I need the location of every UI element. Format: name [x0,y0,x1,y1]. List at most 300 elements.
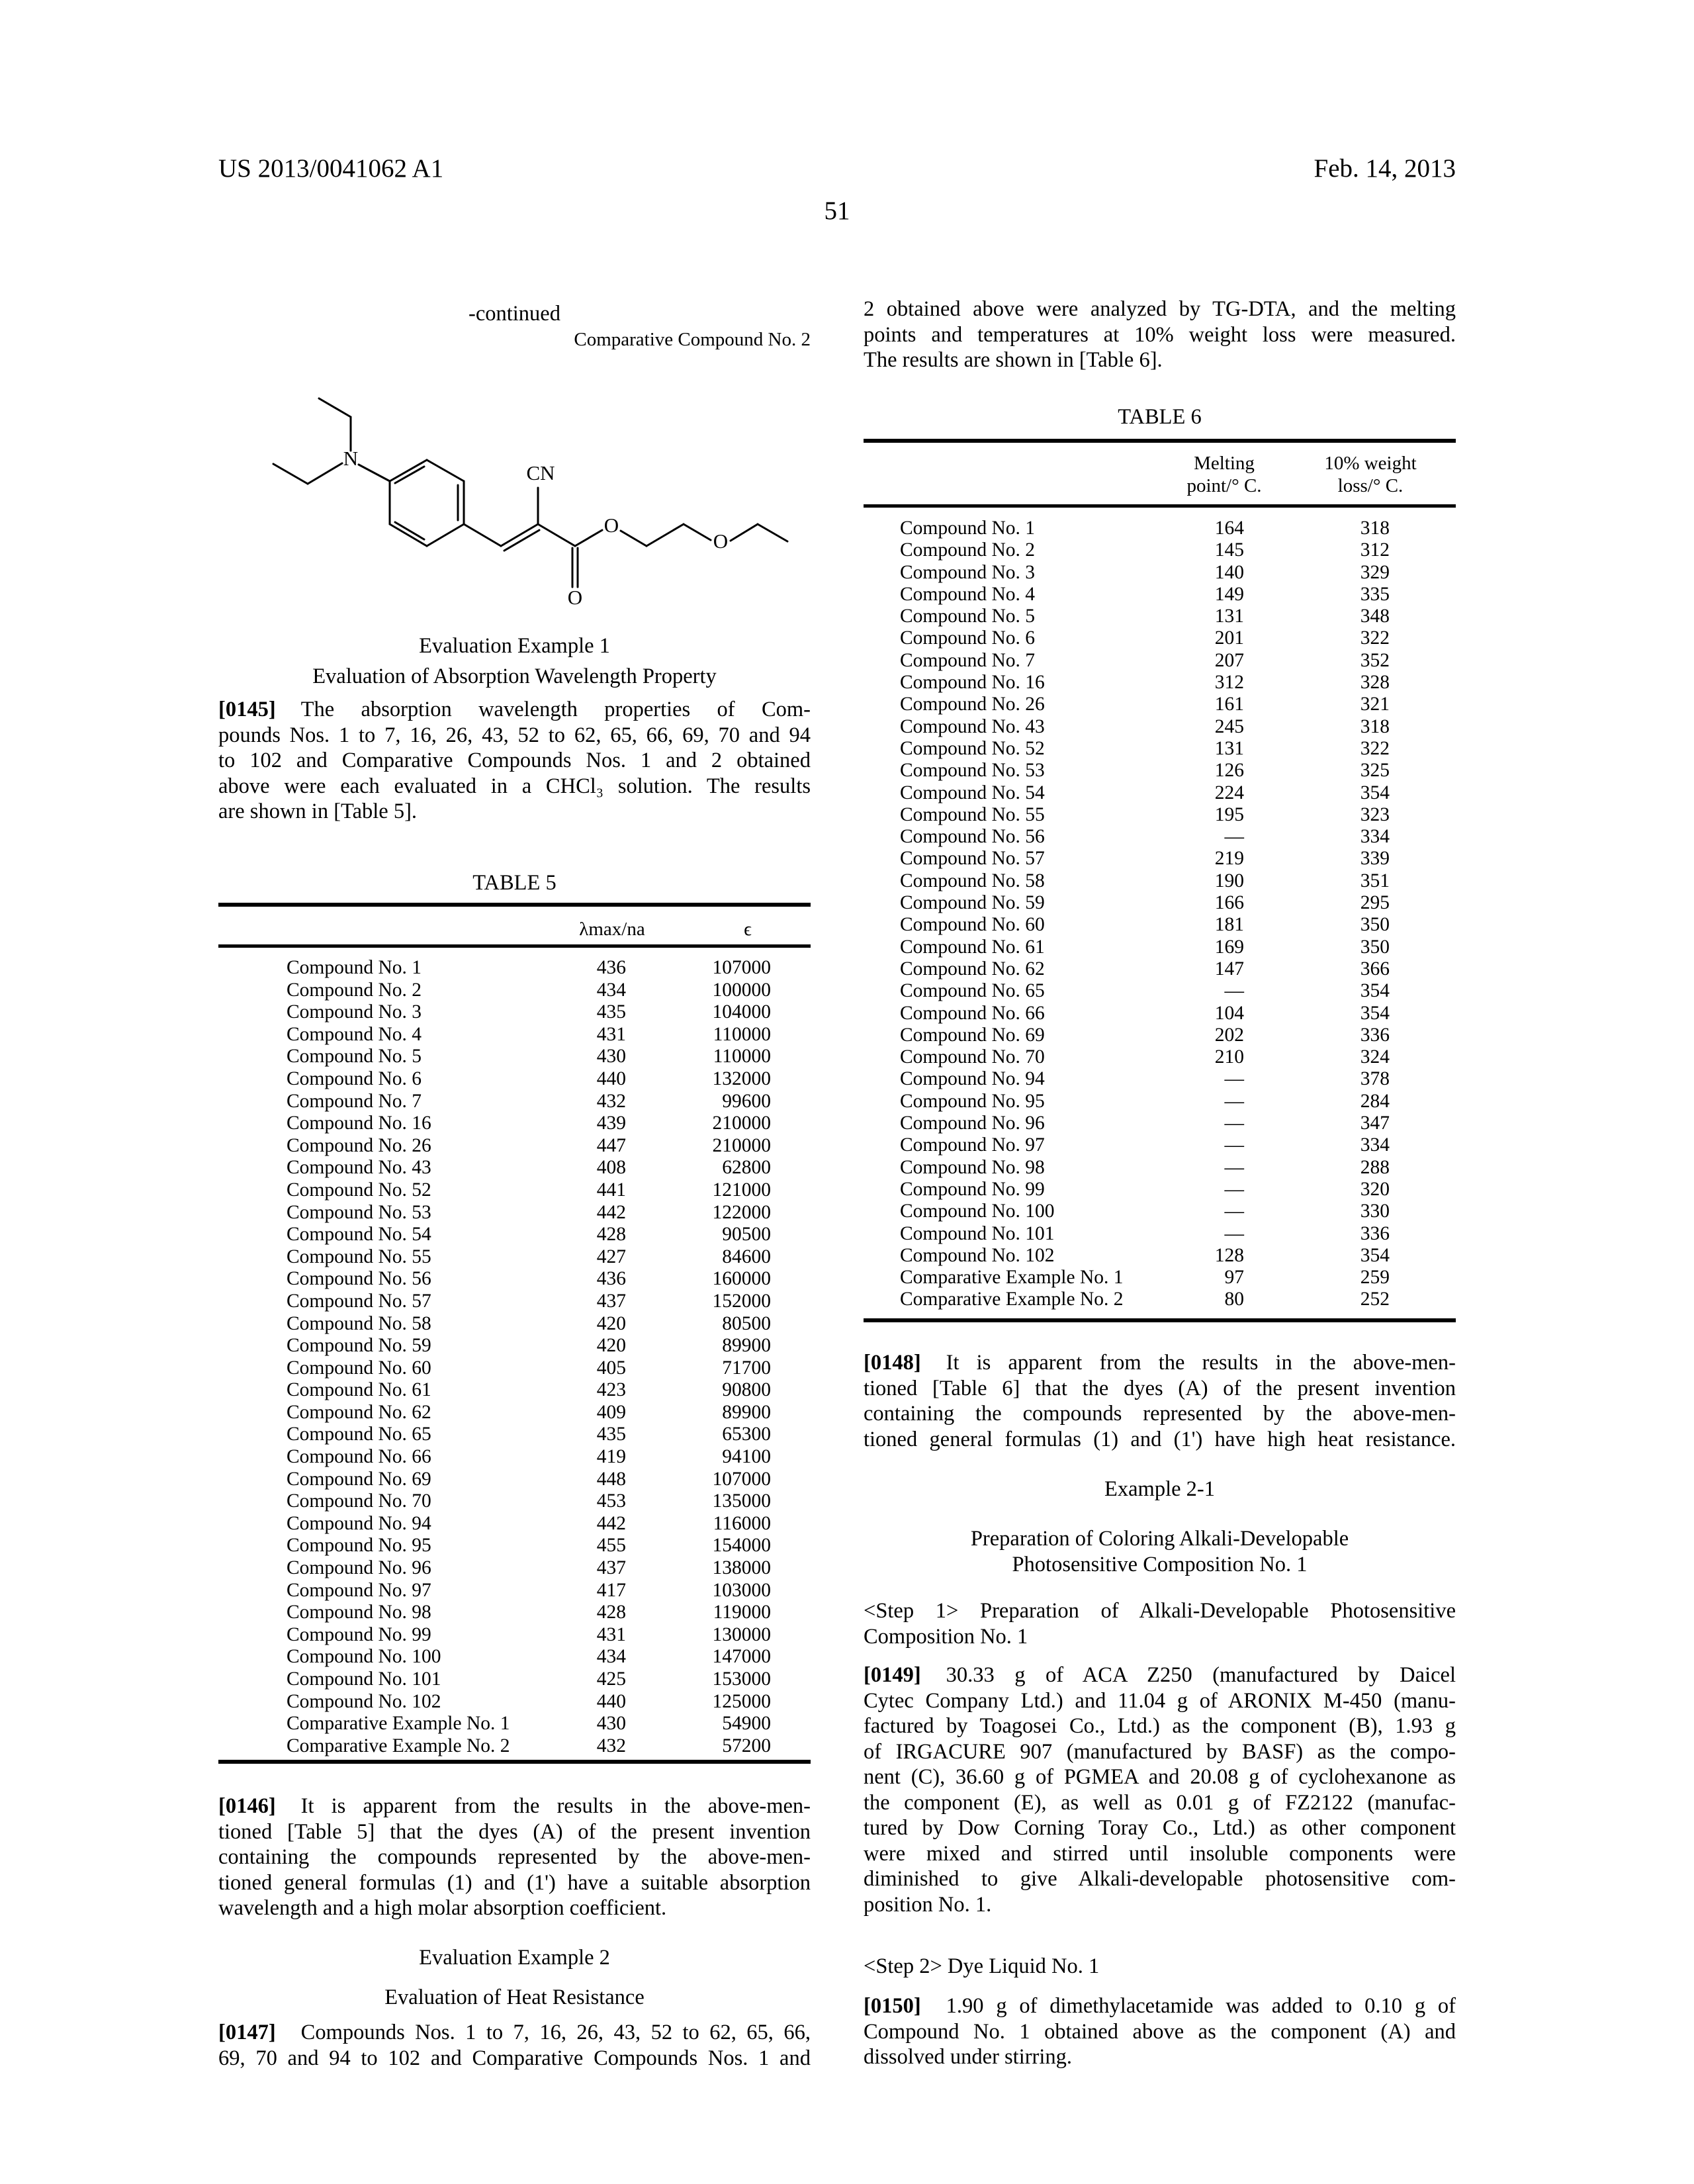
row-value-2: 312 [1360,539,1390,561]
row-label: Compound No. 61 [287,1379,431,1401]
paragraph-line: [0147] Compounds Nos. 1 to 7, 16, 26, 43, 52 to 62, 65, 66, [218,2021,811,2044]
row-value-1: 432 [596,1090,626,1112]
row-value-1: 145 [1214,539,1244,561]
table-row [218,1179,811,1202]
table6-body [864,518,1456,1311]
row-label: Compound No. 6 [900,627,1036,649]
row-label: Compound No. 55 [287,1246,431,1267]
table-row [864,694,1456,715]
row-value-2: 354 [1360,1244,1390,1266]
paragraph-0148 [864,1350,1456,1452]
row-label: Compound No. 101 [287,1668,441,1690]
paragraph-line: [0148] It is apparent from the results in the above-men- [864,1351,1456,1375]
evaluation-example-2-heading: Evaluation Example 2 [419,1946,610,1970]
row-value-2: 352 [1360,649,1390,671]
row-value-1: 207 [1214,649,1244,671]
row-label: Compound No. 6 [287,1068,422,1089]
row-value-1: 166 [1214,892,1244,914]
table-row [864,1223,1456,1245]
row-value-1: — [1224,1201,1244,1222]
paragraph-line: 69, 70 and 94 to 102 and Comparative Compounds Nos. 1 and [218,2046,811,2070]
paragraph-line: [0150] 1.90 g of dimethylacetamide was added to 0.10 g of [864,1994,1456,2018]
row-value-2: 121000 [712,1179,771,1201]
row-value-1: 195 [1214,803,1244,825]
row-value-2: 334 [1360,1134,1390,1156]
table5-col1-header: λmax/na [579,919,645,940]
row-value-1: 408 [596,1157,626,1179]
row-label: Compound No. 65 [287,1424,431,1445]
table-row [864,914,1456,936]
row-value-2: 89900 [722,1335,771,1357]
table-row [864,1091,1456,1113]
row-value-1: 455 [596,1535,626,1557]
row-value-1: 405 [596,1357,626,1379]
row-label: Compound No. 69 [287,1468,431,1490]
row-value-2: 100000 [712,979,771,1001]
table-row [864,738,1456,760]
table-row [864,936,1456,958]
row-value-1: 435 [596,1424,626,1445]
row-label: Compound No. 57 [900,848,1045,870]
row-value-2: 350 [1360,936,1390,958]
row-value-2: 107000 [712,1468,771,1490]
row-value-2: 329 [1360,561,1390,583]
row-value-2: 62800 [722,1157,771,1179]
row-value-2: 325 [1360,760,1390,782]
table5-body [218,957,811,1757]
example-2-1-subheading-line2: Photosensitive Composition No. 1 [1012,1552,1308,1576]
row-value-2: 152000 [712,1290,771,1312]
paragraph-line: <Step 1> Preparation of Alkali-Developable Photosensitive [864,1599,1456,1623]
row-value-1: — [1224,1222,1244,1244]
table5-top-rule [218,903,811,907]
row-label: Compound No. 1 [900,518,1036,539]
row-value-1: 435 [596,1001,626,1023]
paragraph-0145 [218,697,811,825]
paragraph-number: [0149] [864,1663,921,1687]
row-label: Comparative Example No. 1 [900,1267,1124,1289]
table6-col1-header-line2: point/° C. [1186,475,1262,496]
table-row [218,1668,811,1691]
row-label: Compound No. 52 [900,737,1045,759]
row-value-1: — [1224,1134,1244,1156]
row-value-1: 440 [596,1068,626,1089]
paragraph-line: were mixed and stirred until insoluble components were [864,1841,1456,1866]
table-row [864,1267,1456,1289]
row-value-1: 312 [1214,672,1244,694]
paragraph-line: [0146] It is apparent from the results in the above-men- [218,1794,811,1818]
table6-title: TABLE 6 [1118,405,1202,429]
row-value-1: 181 [1214,914,1244,936]
chemical-structure-comparative-compound-2 [228,361,804,609]
row-label: Compound No. 100 [287,1646,441,1668]
row-value-1: 428 [596,1602,626,1623]
row-value-2: 354 [1360,1002,1390,1024]
table-row [864,627,1456,649]
table-row [218,1624,811,1647]
row-value-2: 354 [1360,782,1390,803]
row-value-1: 164 [1214,518,1244,539]
row-value-1: 453 [596,1490,626,1512]
row-value-1: 210 [1214,1046,1244,1068]
row-value-1: 447 [596,1134,626,1156]
table-row [864,1201,1456,1222]
row-value-1: 436 [596,957,626,978]
table-row [218,1580,811,1602]
table6-col1-header-line1: Melting [1194,453,1255,474]
row-label: Compound No. 94 [287,1512,431,1534]
paragraph-0149 [864,1662,1456,1917]
row-value-2: 103000 [712,1579,771,1601]
paragraph-0147 [218,2020,811,2071]
paragraph-line: factured by Toagosei Co., Ltd.) as the component (B), 1.93 g [864,1714,1456,1738]
row-label: Compound No. 65 [900,980,1045,1002]
table-row [864,804,1456,826]
row-label: Compound No. 56 [287,1268,431,1290]
paragraph-0150 [864,1993,1456,2070]
row-label: Compound No. 26 [900,694,1045,715]
table6-top-rule [864,439,1456,443]
table-row [218,1224,811,1246]
table-row [218,1135,811,1158]
table-row [864,870,1456,892]
paragraph-line: diminished to give Alkali-developable photosensitive com- [864,1867,1456,1891]
paragraph-line: containing the compounds represented by the above-men- [218,1845,811,1869]
paragraph-line: are shown in [Table 5]. [218,799,418,823]
row-value-1: 437 [596,1290,626,1312]
row-value-2: 99600 [722,1090,771,1112]
row-label: Compound No. 70 [900,1046,1045,1068]
paragraph-continuation [864,296,1456,373]
table-row [864,782,1456,804]
atom-label-ester-oxygen: O [603,514,619,537]
row-value-2: 90500 [722,1224,771,1246]
table-row [864,980,1456,1002]
row-label: Compound No. 16 [900,672,1045,694]
row-value-1: — [1224,1156,1244,1178]
row-value-2: 335 [1360,583,1390,605]
table-row [864,958,1456,980]
row-value-1: 432 [596,1735,626,1756]
atom-label-ether-oxygen: O [713,529,729,553]
paragraph-line: containing the compounds represented by the above-men- [864,1402,1456,1426]
table-row [218,1113,811,1135]
row-value-2: 94100 [722,1446,771,1468]
row-label: Compound No. 58 [900,870,1045,891]
row-label: Compound No. 98 [900,1156,1045,1178]
example-2-1-heading: Example 2-1 [1104,1477,1215,1501]
row-label: Compound No. 52 [287,1179,431,1201]
row-value-2: 328 [1360,672,1390,694]
table-row [864,716,1456,738]
row-value-2: 366 [1360,958,1390,979]
row-value-2: 295 [1360,892,1390,914]
evaluation-example-2-subheading: Evaluation of Heat Resistance [384,1985,645,2009]
row-label: Compound No. 53 [287,1201,431,1223]
table-row [218,1513,811,1535]
paragraph-line: tioned general formulas (1) and (1') have a suitable absorption [218,1870,811,1895]
row-label: Compound No. 95 [287,1535,431,1557]
row-value-1: — [1224,1068,1244,1090]
row-label: Compound No. 54 [287,1224,431,1246]
row-value-2: 259 [1360,1267,1390,1289]
bond-lines [273,398,787,587]
paragraph-line: tured by Dow Corning Toray Co., Ltd.) as other component [864,1816,1456,1840]
table-row [218,1024,811,1046]
table-row [218,1535,811,1557]
paragraph-number: [0146] [218,1794,276,1818]
row-value-2: 135000 [712,1490,771,1512]
row-label: Compound No. 99 [900,1178,1045,1200]
table5-col2-header: ϵ [744,919,752,940]
row-value-2: 351 [1360,870,1390,891]
row-label: Comparative Example No. 2 [287,1735,510,1756]
row-value-2: 110000 [713,1023,771,1045]
row-label: Compound No. 59 [900,892,1045,914]
row-label: Compound No. 101 [900,1222,1055,1244]
paragraph-line: Composition No. 1 [864,1624,1028,1649]
row-value-1: — [1224,980,1244,1002]
row-label: Compound No. 54 [900,782,1045,803]
table-row [864,1003,1456,1024]
row-label: Compound No. 94 [900,1068,1045,1090]
row-value-2: 336 [1360,1222,1390,1244]
row-value-1: 126 [1214,760,1244,782]
paragraph-line: 2 obtained above were analyzed by TG-DTA, and the melting [864,297,1456,321]
paragraph-line: above were each evaluated in a CHCl₃ solution. The results [218,774,811,798]
row-value-1: 420 [596,1312,626,1334]
row-label: Compound No. 102 [287,1690,441,1712]
row-value-2: 80500 [722,1312,771,1334]
row-value-2: 110000 [713,1046,771,1068]
row-label: Compound No. 55 [900,803,1045,825]
row-value-2: 322 [1360,737,1390,759]
row-value-1: 190 [1214,870,1244,891]
row-label: Compound No. 96 [287,1557,431,1579]
table-row [864,1046,1456,1068]
row-value-1: 425 [596,1668,626,1690]
row-label: Compound No. 59 [287,1335,431,1357]
paragraph-line: points and temperatures at 10% weight loss were measured. [864,322,1456,347]
row-value-2: 348 [1360,606,1390,627]
table-row [218,1046,811,1068]
step1-heading [864,1598,1456,1649]
row-value-1: 434 [596,1646,626,1668]
table-row [218,1246,811,1269]
table-row [864,892,1456,914]
row-value-1: 417 [596,1579,626,1601]
row-value-1: 224 [1214,782,1244,803]
row-value-2: 130000 [712,1623,771,1645]
row-value-2: 210000 [712,1113,771,1134]
evaluation-example-1-heading: Evaluation Example 1 [419,634,610,658]
row-value-1: — [1224,1090,1244,1112]
paragraph-line: The results are shown in [Table 6]. [864,348,1163,372]
row-value-2: 284 [1360,1090,1390,1112]
row-value-1: 147 [1214,958,1244,979]
paragraph-number: [0147] [218,2021,276,2044]
atom-label-nitrogen: N [343,447,359,470]
row-value-1: 430 [596,1046,626,1068]
row-label: Compound No. 26 [287,1134,431,1156]
row-value-2: 119000 [713,1602,771,1623]
paragraph-line: the component (E), as well as 0.01 g of FZ2122 (manufac- [864,1790,1456,1815]
table-row [864,1157,1456,1179]
row-value-1: 97 [1224,1267,1244,1289]
row-value-2: 107000 [712,957,771,978]
row-label: Compound No. 1 [287,957,422,978]
table-row [218,1602,811,1624]
row-label: Compound No. 3 [287,1001,422,1023]
row-value-2: 154000 [712,1535,771,1557]
paragraph-line: wavelength and a high molar absorption coefficient. [218,1896,667,1920]
row-value-1: 434 [596,979,626,1001]
table-row [864,650,1456,672]
paragraph-line: [0149] 30.33 g of ACA Z250 (manufactured by Daicel [864,1663,1456,1687]
row-value-2: 125000 [712,1690,771,1712]
row-value-1: 440 [596,1690,626,1712]
row-value-2: 350 [1360,914,1390,936]
row-value-1: — [1224,1178,1244,1200]
paragraph-line: Compound No. 1 obtained above as the component (A) and [864,2019,1456,2044]
table-row [864,848,1456,870]
table-row [864,562,1456,584]
row-label: Compound No. 7 [287,1090,422,1112]
table-row [218,1157,811,1179]
row-value-1: 131 [1214,737,1244,759]
row-value-1: 427 [596,1246,626,1267]
row-value-2: 378 [1360,1068,1390,1090]
row-label: Compound No. 69 [900,1024,1045,1046]
row-label: Compound No. 97 [900,1134,1045,1156]
table-row [864,672,1456,694]
row-value-2: 84600 [722,1246,771,1267]
row-value-2: 336 [1360,1024,1390,1046]
paragraph-line: pounds Nos. 1 to 7, 16, 26, 43, 52 to 62, 65, 66, 69, 70 and 94 [218,723,811,747]
row-label: Compound No. 5 [287,1046,422,1068]
table-row [218,1268,811,1291]
table-row [218,1402,811,1424]
row-value-1: 409 [596,1401,626,1423]
table6-col2-header-line1: 10% weight [1324,453,1417,474]
row-value-2: 153000 [712,1668,771,1690]
row-value-1: 431 [596,1623,626,1645]
table6-header-rule [864,504,1456,508]
row-label: Compound No. 58 [287,1312,431,1334]
table5-title: TABLE 5 [472,871,557,895]
paragraph-line: dissolved under stirring. [864,2045,1073,2069]
row-value-2: 320 [1360,1178,1390,1200]
table-row [864,1113,1456,1134]
row-label: Compound No. 99 [287,1623,431,1645]
table5-header-rule [218,944,811,948]
row-value-1: 430 [596,1713,626,1735]
paragraph-line: position No. 1. [864,1892,992,1917]
table-row [218,1068,811,1091]
row-label: Compound No. 66 [900,1002,1045,1024]
page-number: 51 [824,197,850,225]
paragraph-number: [0148] [864,1351,921,1375]
publication-date: Feb. 14, 2013 [1314,154,1456,183]
row-label: Compound No. 62 [900,958,1045,979]
row-value-2: 321 [1360,694,1390,715]
row-label: Compound No. 56 [900,826,1045,848]
table-row [218,957,811,979]
row-value-2: 116000 [713,1512,771,1534]
table-row [218,1424,811,1446]
row-label: Compound No. 60 [900,914,1045,936]
row-value-1: 441 [596,1179,626,1201]
table-row [218,1490,811,1513]
row-value-1: 219 [1214,848,1244,870]
row-value-2: 330 [1360,1201,1390,1222]
row-value-1: 439 [596,1113,626,1134]
row-label: Compound No. 57 [287,1290,431,1312]
row-label: Compound No. 3 [900,561,1036,583]
paragraph-line: [0145] The absorption wavelength properties of Com- [218,698,811,721]
paragraph-line: tioned [Table 5] that the dyes (A) of the present invention [218,1819,811,1844]
row-label: Compound No. 62 [287,1401,431,1423]
row-value-1: 245 [1214,715,1244,737]
row-value-1: 442 [596,1512,626,1534]
row-value-2: 132000 [712,1068,771,1089]
table6-col2-header-line2: loss/° C. [1337,475,1404,496]
row-label: Compound No. 4 [900,583,1036,605]
compound-caption: Comparative Compound No. 2 [574,329,811,350]
row-value-2: 147000 [712,1646,771,1668]
row-label: Compound No. 70 [287,1490,431,1512]
paragraph-number: [0150] [864,1994,921,2018]
row-value-1: 161 [1214,694,1244,715]
row-label: Compound No. 5 [900,606,1036,627]
patent-number: US 2013/0041062 A1 [218,154,444,183]
table-row [864,1134,1456,1156]
table6-bottom-rule [864,1318,1456,1322]
paragraph-line: tioned [Table 6] that the dyes (A) of the present invention [864,1376,1456,1400]
row-value-1: 436 [596,1268,626,1290]
paragraph-line: to 102 and Comparative Compounds Nos. 1 and 2 obtained [218,749,811,772]
row-value-2: 324 [1360,1046,1390,1068]
paragraph-line: tioned general formulas (1) and (1') have high heat resistance. [864,1427,1456,1451]
row-value-1: 431 [596,1023,626,1045]
table-row [864,539,1456,561]
row-value-1: 104 [1214,1002,1244,1024]
row-label: Compound No. 4 [287,1023,422,1045]
row-label: Compound No. 98 [287,1602,431,1623]
table-row [218,1469,811,1491]
row-value-2: 288 [1360,1156,1390,1178]
table-row [218,1291,811,1313]
table-row [864,826,1456,848]
row-value-2: 339 [1360,848,1390,870]
row-value-1: 420 [596,1335,626,1357]
row-value-1: 419 [596,1446,626,1468]
atom-label-carbonyl-oxygen: O [567,586,583,609]
row-value-1: 442 [596,1201,626,1223]
paragraph-line: of IRGACURE 907 (manufactured by BASF) as the compo- [864,1739,1456,1764]
row-value-2: 57200 [722,1735,771,1756]
step2-heading: <Step 2> Dye Liquid No. 1 [864,1954,1100,1978]
row-label: Compound No. 96 [900,1113,1045,1134]
evaluation-example-1-subheading: Evaluation of Absorption Wavelength Property [312,664,717,688]
paragraph-number: [0145] [218,698,276,721]
row-label: Comparative Example No. 2 [900,1289,1124,1310]
example-2-1-subheading-line1: Preparation of Coloring Alkali-Developable [970,1527,1349,1551]
row-value-2: 318 [1360,715,1390,737]
row-value-1: 128 [1214,1244,1244,1266]
row-label: Compound No. 7 [900,649,1036,671]
table-row [864,518,1456,539]
